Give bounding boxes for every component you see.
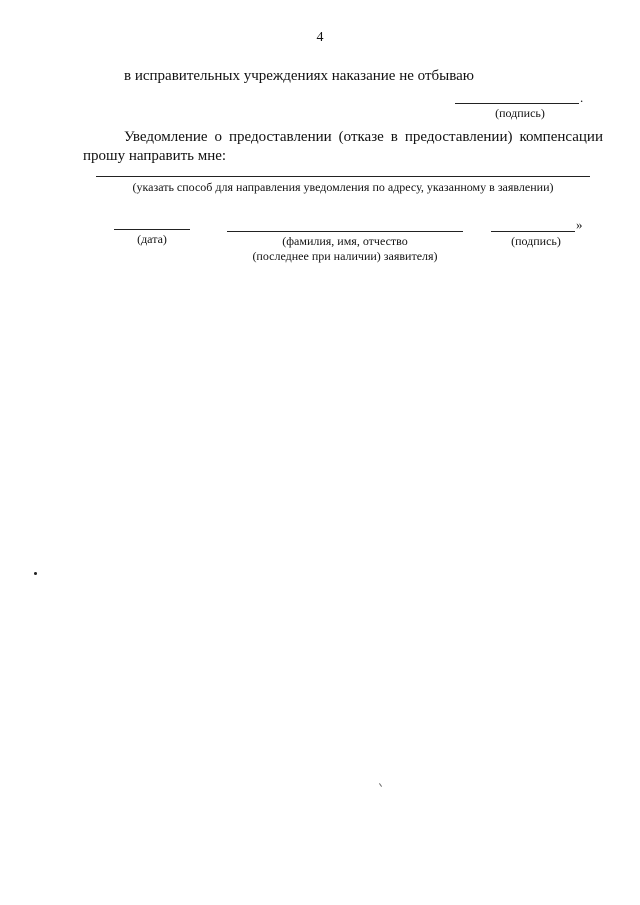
signature-line-1[interactable] (455, 103, 579, 104)
signature-line-1-mark: . (580, 90, 584, 105)
signature-line-2[interactable] (491, 231, 575, 232)
scan-speck-dot (34, 572, 37, 575)
date-caption: (дата) (137, 232, 167, 246)
notification-line-2: прошу направить мне: (83, 148, 227, 164)
closing-quote-mark: » (576, 217, 583, 232)
not-serving-statement: в исправительных учреждениях наказание не отбываю (124, 68, 474, 84)
scan-speck-tick (379, 783, 382, 787)
notification-paragraph (83, 128, 603, 166)
notification-line-1 (83, 128, 603, 147)
full-name-line[interactable] (227, 231, 463, 232)
notification-word: в (390, 129, 398, 145)
notification-word: предоставлении (229, 129, 332, 145)
notification-word: о (214, 129, 223, 145)
notification-method-caption: (указать способ для направления уведомления по адресу, указанному в заявлении) (132, 180, 554, 194)
full-name-caption-2: (последнее при наличии) заявителя) (252, 249, 438, 263)
notification-word: предоставлении) (404, 129, 513, 145)
notification-method-line[interactable] (96, 176, 590, 177)
notification-word: компенсации (519, 129, 603, 145)
page-number: 4 (316, 30, 324, 45)
notification-word: Уведомление (124, 129, 208, 145)
notification-word: (отказе (338, 129, 384, 145)
signature-caption-2: (подпись) (511, 234, 561, 248)
full-name-caption-1: (фамилия, имя, отчество (282, 234, 408, 248)
signature-caption-1: (подпись) (495, 106, 545, 120)
date-line[interactable] (114, 229, 190, 230)
